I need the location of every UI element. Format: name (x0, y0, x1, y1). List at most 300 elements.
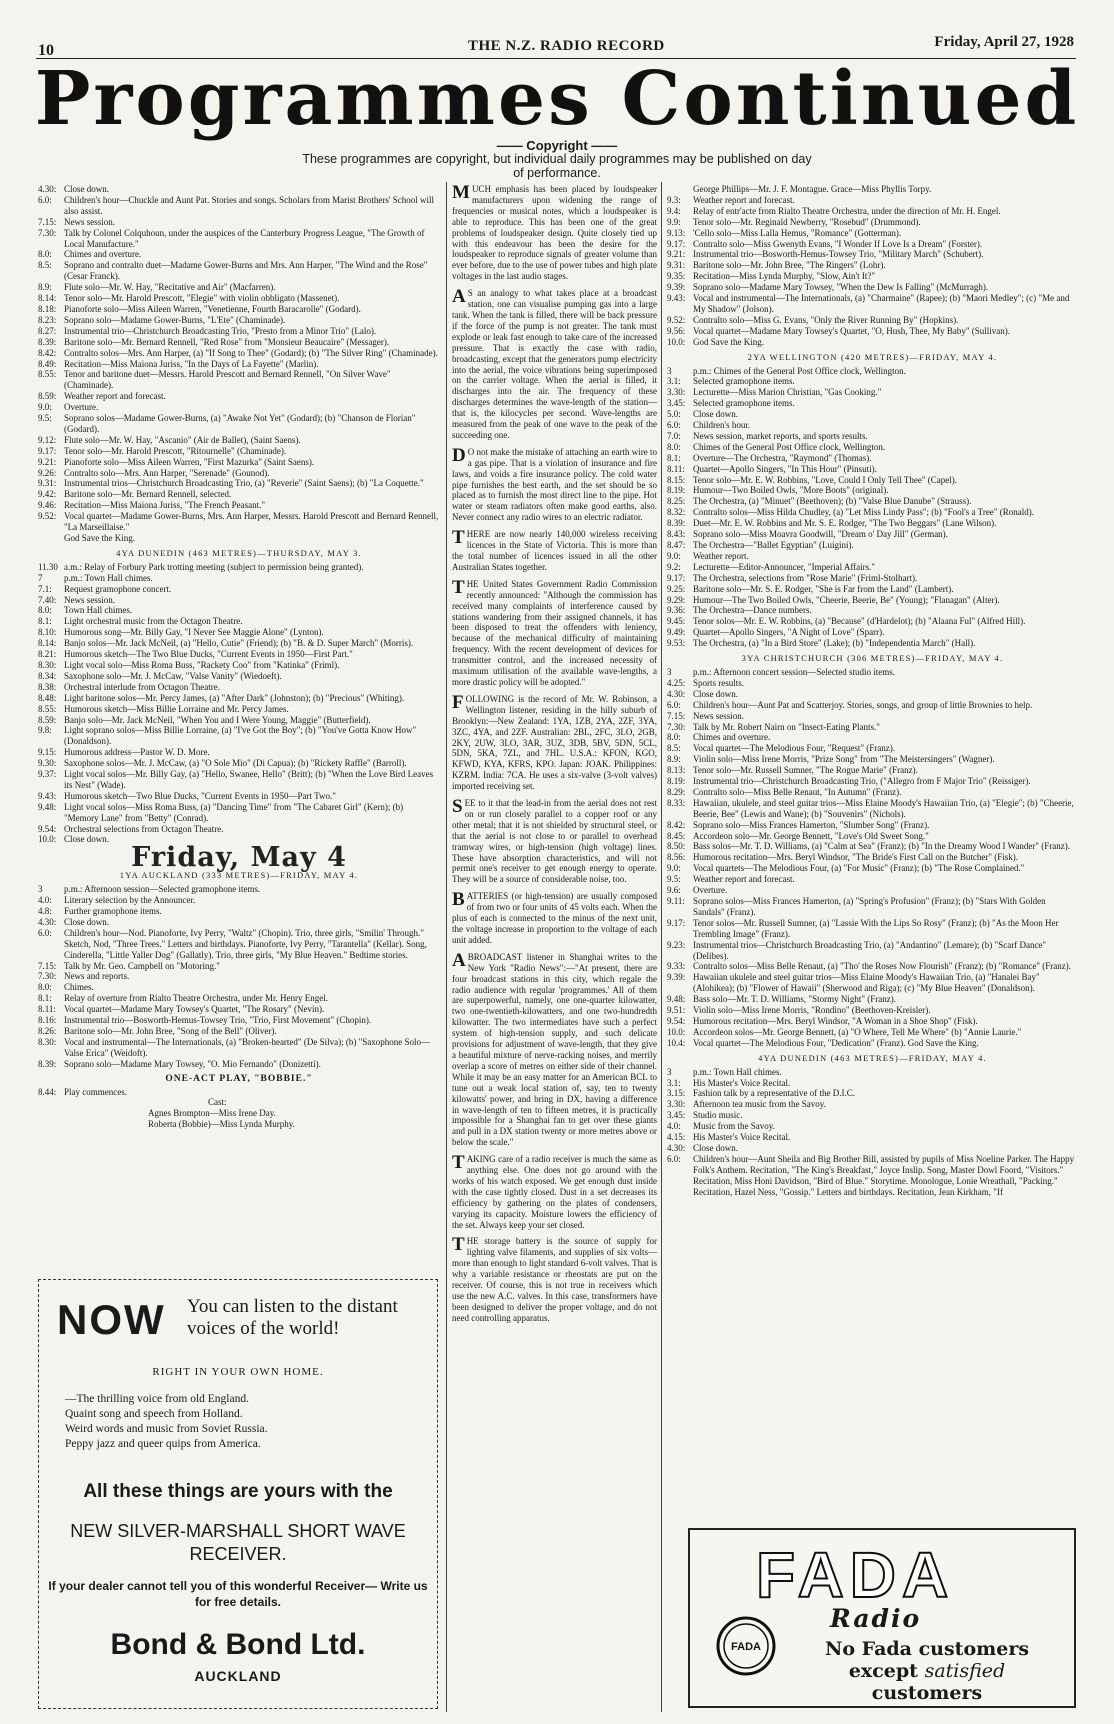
publication-name: THE N.Z. RADIO RECORD (468, 38, 665, 54)
programme-description: Children's hour—Chuckle and Aunt Pat. Stories and songs. Scholars from Marist Brothers' School will also assist. (64, 194, 434, 216)
programme-entry (38, 217, 440, 228)
programme-time: 8.47: (667, 540, 686, 550)
programme-description: Contralto solo—Miss Belle Renaut, "In Autumn" (Franz). (693, 786, 902, 797)
programme-entry (38, 693, 440, 704)
programme-description: Humorous song—Mr. Billy Gay, "I Never See Maggie Alone" (Lynton). (64, 627, 324, 638)
programme-description: Saxophone solos—Mr. J. McCaw, (a) "O Sole Mio" (Di Capua); (b) "Rickety Raffle" (Barroll). (64, 758, 407, 769)
programme-time: 8.23: (38, 314, 57, 325)
programme-entry (667, 475, 1078, 486)
programme-description: Contralto solo—Miss G. Evans, "Only the River Running By" (Hopkins). (693, 314, 959, 325)
programme-description: Chimes of the General Post Office clock, Wellington. (693, 441, 886, 452)
programme-description: Humorous address—Pastor W. D. More. (64, 747, 210, 758)
section-heading: 3YA CHRISTCHURCH (306 METRES)—FRIDAY, MAY 4. (741, 653, 1004, 664)
article-paragraph (452, 529, 657, 573)
programme-entry (667, 627, 1078, 638)
programme-description: Children's hour. (693, 420, 751, 431)
programme-entry (667, 754, 1078, 765)
programme-time: 8.59: (38, 714, 57, 725)
running-head (38, 34, 1074, 58)
programme-description: Humorous recitation—Mrs. Beryl Windsor, "The Bride's First Call on the Butcher" (Fisk). (693, 852, 1019, 863)
programme-entry (667, 282, 1078, 293)
programme-description: Recitation—Miss Lynda Murphy, "Slow, Ain't It?" (693, 271, 876, 282)
programme-time: 4.30: (667, 688, 686, 699)
silver-marshall-ad (38, 1279, 438, 1709)
programme-entry (667, 293, 1078, 315)
programme-entry (38, 337, 440, 348)
programme-time: 9.54: (667, 1015, 686, 1026)
programme-description: George Phillips—Mr. J. F. Montague. Grace—Miss Phyllis Torpy. (693, 184, 932, 194)
programme-time: 9.15: (38, 747, 57, 758)
programme-time: 8.5: (667, 743, 681, 754)
drop-cap: F (452, 691, 464, 713)
programme-entry (667, 722, 1078, 733)
programme-description: Vocal quartet—Madame Gower-Burns, Mrs. Ann Harper, Messrs. Harold Prescott and Bernard Rennell, "La Marseillaise." (64, 511, 439, 533)
programme-entry (38, 1015, 440, 1026)
programme-entry (38, 982, 440, 993)
programme-time: 9.17: (667, 917, 686, 928)
programme-time: 10.0: (667, 1026, 686, 1037)
programme-description: Humorous sketch—Miss Billie Lorraine and Mr. Percy James. (64, 703, 289, 714)
programme-entry (667, 507, 1078, 518)
programme-time: 3.1: (667, 376, 681, 387)
copyright-label: —— Copyright —— (496, 138, 618, 153)
programme-entry (38, 616, 440, 627)
programme-time: 9.51: (667, 1005, 686, 1016)
ad-now-voices: You can listen to the distant voices of the world! (187, 1296, 398, 1339)
programme-description: Close down. (64, 184, 109, 194)
programme-description: Chimes and overture. (693, 732, 771, 743)
programme-entry (667, 1110, 1078, 1121)
ad-now-receiver: NEW SILVER-MARSHALL SHORT WAVE RECEIVER. (70, 1521, 406, 1564)
programme-description: Quartet—Apollo Singers, "A Night of Love" (Sparr). (693, 627, 885, 638)
programme-description: Soprano solo—Madame Gower-Burns, "L'Ete" (Chaminade). (64, 314, 286, 325)
programme-time: 10.0: (667, 336, 686, 347)
programme-description: Weather report and forecast. (693, 194, 795, 205)
programme-time: 4.25: (667, 677, 686, 688)
feature-line: —The thrilling voice from old England. (65, 1393, 249, 1405)
programme-entry (667, 540, 1078, 551)
programme-description: Baritone solo—Mr. Bernard Rennell, "Red Rose" from "Monsieur Beaucaire" (Messager). (64, 336, 390, 347)
programme-time: 8.34: (38, 670, 57, 681)
programme-entry (667, 195, 1078, 206)
article-paragraph (452, 576, 657, 688)
fada-logo-icon (716, 1616, 776, 1676)
christchurch-thursday-list (38, 184, 440, 544)
programme-time: 9.4: (667, 205, 681, 216)
programme-entry (38, 249, 440, 260)
programme-description: Orchestral interlude from Octagon Theatre. (64, 681, 221, 692)
programme-entry (667, 431, 1078, 442)
programme-description: p.m.: Afternoon session—Selected gramophone items. (64, 884, 261, 895)
programme-description: Recitation—Miss Maiona Juriss, "The French Peasant." (64, 500, 266, 511)
programme-description: Baritone solo—Mr. S. E. Rodger, "She is Far from the Land" (Lambert). (693, 583, 954, 594)
programme-description: Relay of entr'acte from Rialto Theatre Orchestra, under the direction of Mr. H. Engel. (693, 205, 1001, 216)
programme-description: Weather report and forecast. (693, 874, 795, 885)
programme-entry (667, 398, 1078, 409)
programme-description: Saxophone solo—Mr. J. McCaw, "Valse Vanity" (Wiedoeft). (64, 670, 282, 681)
programme-entry (38, 769, 440, 791)
programme-entry (667, 239, 1078, 250)
programme-entry (38, 533, 440, 544)
programme-entry (38, 1087, 440, 1098)
section-heading: 4YA DUNEDIN (463 METRES)—THURSDAY, MAY 3. (116, 547, 362, 558)
ad-now-home: RIGHT IN YOUR OWN HOME. (152, 1366, 324, 1378)
programme-entry (667, 776, 1078, 787)
programme-description: Vocal quartet—Madame Mary Towsey's Quartet, "O, Hush, Thee, My Baby" (Sullivan). (693, 325, 1011, 336)
programme-description: Town Hall chimes. (64, 605, 133, 616)
programme-entry (667, 638, 1078, 649)
programme-time: 9.17: (667, 572, 686, 583)
programme-description: Soprano solo—Madame Mary Towsey, "When the Dew Is Falling" (McMurragh). (693, 282, 989, 293)
programme-time: 9.52: (38, 511, 57, 522)
programme-description: Soprano solo—Miss Frances Hamerton, "Slumber Song" (Franz). (693, 819, 930, 830)
programme-entry (38, 1037, 440, 1059)
programme-description: The Orchestra, (a) "Minuet" (Beethoven); (b) "Valse Blue Danube" (Strauss). (693, 496, 972, 507)
programme-description: Overture. (693, 885, 728, 896)
programme-description: Contralto solo—Mrs. Ann Harper, "Serenade" (Gounod). (64, 467, 270, 478)
programme-time: 9.30: (38, 758, 57, 769)
programme-time: 8.45: (667, 830, 686, 841)
paragraph-text: HERE are now nearly 140,000 wireless receiving licences in the State of Victoria. This is more than the total number of licences issued in all the other Australian States together. (452, 529, 657, 572)
programme-time: 8.16: (38, 1015, 57, 1026)
programme-description: The Orchestra—Dance numbers. (693, 605, 812, 616)
feature-line: Peppy jazz and queer quips from America. (65, 1438, 261, 1450)
programme-time: 8.39: (667, 518, 686, 529)
ad-now-company: Bond & Bond Ltd. (110, 1628, 366, 1661)
programme-description: Light vocal solos—Miss Roma Buss, (a) "Dancing Time" from "The Cabaret Girl" (Kern); (b) "Memory Lane" from "Betty" (Conrad). (64, 801, 404, 823)
programme-description: Fashion talk by a representative of the D.I.C. (693, 1088, 855, 1099)
page-title: Programmes Continued (34, 56, 1080, 142)
programme-description: Instrumental trios—Christchurch Broadcasting Trio, (a) "Reverie" (Saint Saens); (b) "La Coquette." (64, 478, 424, 489)
programme-time: 9.21: (667, 249, 686, 260)
drop-cap: A (452, 286, 466, 308)
ad-now-features (65, 1392, 268, 1452)
programme-description: Humorous sketch—The Two Blue Ducks, "Current Events in 1950—First Part." (64, 649, 353, 660)
programme-entry (38, 511, 440, 533)
programme-time: 9.3: (667, 194, 681, 205)
programme-description: Music from the Savoy. (693, 1121, 775, 1132)
programme-entry (667, 260, 1078, 271)
programme-entry (667, 852, 1078, 863)
programme-description: Contralto solo—Miss Gwenyth Evans, "I Wonder If Love Is a Dream" (Forster). (693, 238, 983, 249)
programme-description: Tenor solo—Mr. Russell Sumner, "The Rogue Marie" (Franz). (693, 765, 918, 776)
programme-time: 9.43: (667, 293, 686, 304)
programme-description: Bass solo—Mr. T. D. Williams, "Stormy Night" (Franz). (693, 994, 896, 1005)
drop-cap: S (452, 796, 463, 818)
fada-tagline (802, 1638, 1052, 1704)
programme-entry (38, 326, 440, 337)
programme-description: Play commences. (64, 1086, 127, 1097)
drop-cap: A (452, 949, 466, 971)
programme-description: Request gramophone concert. (64, 583, 172, 594)
programme-entry (667, 667, 1078, 678)
programme-time: 8.26: (38, 1025, 57, 1036)
programme-description: Overture—The Orchestra, "Raymond" (Thomas). (693, 452, 872, 463)
programme-description: Tenor solos—Mr. E. W. Robbins, (a) "Because" (d'Hardelot); (b) "Alaana Ful" (Alfred Hill). (693, 616, 1026, 627)
programme-description: Vocal quartet—The Melodious Four, "Request" (Franz). (693, 743, 896, 754)
programme-entry (667, 1132, 1078, 1143)
programme-entry (38, 638, 440, 649)
programme-entry (667, 961, 1078, 972)
ad-now-dealer: If your dealer cannot tell you of this wonderful Receiver— Write us for free details. (48, 1579, 428, 1609)
programme-description: p.m.: Town Hall chimes. (693, 1066, 782, 1077)
article-paragraph (452, 949, 657, 1148)
programme-time: 8.1: (38, 993, 52, 1004)
programme-time: 8.32: (667, 507, 686, 518)
christchurch-friday-list (667, 667, 1078, 1049)
programme-description: Tenor solo—Mr. Reginald Newberry, "Rosebud" (Drummond). (693, 216, 921, 227)
programme-time: 9.25: (667, 583, 686, 594)
programme-time (38, 533, 64, 544)
programme-time: 7.30: (667, 721, 686, 732)
programme-time: 9.35: (667, 271, 686, 282)
programme-entry (667, 376, 1078, 387)
programme-entry (667, 765, 1078, 776)
page-number: 10 (38, 42, 54, 59)
programme-time: 3.45: (667, 1110, 686, 1121)
programme-time: 7.15: (667, 710, 686, 721)
programme-entry (38, 500, 440, 511)
programme-time: 8.42: (667, 819, 686, 830)
programme-description: Hawaiian, ukulele, and steel guitar trios—Miss Elaine Moody's Hawaiian Trio, (a) "Elegie"; (b) "Cheerie, Beerie, Bee" (Lewis and Wane); (b) "Souvenirs" (Nichols). (693, 797, 1074, 819)
programme-time: 9.26: (38, 467, 57, 478)
programme-entry (667, 1121, 1078, 1132)
programme-description: Light vocal solo—Miss Roma Buss, "Rackety Coo" from "Katinka" (Friml). (64, 659, 340, 670)
programme-entry (667, 940, 1078, 962)
programme-time: 9.48: (667, 994, 686, 1005)
programme-entry (38, 478, 440, 489)
programme-time: 9.6: (667, 885, 681, 896)
programme-description: Quartet—Apollo Singers, "In This Hour" (Pinsuti). (693, 463, 877, 474)
programme-entry (667, 689, 1078, 700)
programme-entry (38, 682, 440, 693)
fada-ad (688, 1528, 1076, 1708)
programme-time: 8.19: (667, 776, 686, 787)
programme-time: 9.46: (38, 500, 57, 511)
programme-entry (38, 584, 440, 595)
programme-entry (667, 206, 1078, 217)
programme-time: 11.30 (38, 561, 58, 572)
programme-time: 10.0: (38, 834, 57, 845)
programme-time: 8.33: (667, 797, 686, 808)
play-list (38, 1087, 440, 1098)
programme-entry (667, 485, 1078, 496)
programme-entry (38, 704, 440, 715)
programme-entry (667, 409, 1078, 420)
programme-time: 3.45: (667, 398, 686, 409)
cast-label: Cast: (208, 1097, 227, 1108)
programme-time: 7.1: (38, 583, 52, 594)
programme-entry (667, 562, 1078, 573)
programme-entry (667, 863, 1078, 874)
programme-description: Baritone solo—Mr. Bernard Rennell, selected. (64, 489, 232, 500)
programme-description: Light baritone solos—Mr. Percy James, (a) "After Dark" (Johnston); (b) "Precious" (Whiting). (64, 692, 405, 703)
programme-time: 9.33: (667, 961, 686, 972)
programme-entry (667, 315, 1078, 326)
programme-entry (667, 271, 1078, 282)
programme-time: 8.0: (38, 982, 52, 993)
ad-now-these: All these things are yours with the (83, 1481, 393, 1502)
programme-entry (38, 446, 440, 457)
programme-time: 6.0: (38, 194, 52, 205)
programme-description: Relay of overture from Rialto Theatre Orchestra, under Mr. Henry Engel. (64, 993, 328, 1004)
programme-entry (667, 1027, 1078, 1038)
programme-description: News and reports. (64, 971, 130, 982)
programme-time: 8.18: (38, 303, 57, 314)
programme-description: Humorous sketch—Two Blue Ducks, "Current Events in 1950—Part Two." (64, 790, 336, 801)
programme-time: 9.5: (38, 413, 52, 424)
programme-time: 7 (38, 572, 43, 583)
programme-time: 8.21: (38, 649, 57, 660)
programme-time: 8.10: (38, 627, 57, 638)
programme-time: 8.30: (38, 1036, 57, 1047)
programme-entry (38, 391, 440, 402)
programme-entry (667, 464, 1078, 475)
programme-time: 8.9: (38, 282, 52, 293)
drop-cap: M (452, 182, 470, 203)
paragraph-text: S an analogy to what takes place at a broadcast station, one can visualise pumping gas into a large tank. When the tank is filled, there will be back pressure if the force of the pump is not greater. The tank must explode or leak fast enough to take care of the increased pressure. That is exactly the case with radio, broadcasting, except that the generators pump electricity into the aerial, the voice vibrations being superimposed on the carrier voltage. When the aerial is filled, it discharges into the air. The frequency of these discharges determines the wave-length of the station—that is, the kilocycles per second. Wave-lengths are measured from the peak of one wave to the peak of the succeeding one. (452, 288, 657, 440)
article-paragraph (452, 444, 657, 523)
programme-entry (667, 918, 1078, 940)
programme-entry (667, 584, 1078, 595)
programme-entry (38, 671, 440, 682)
programme-time: 9.13: (667, 227, 686, 238)
right-column (667, 184, 1078, 1197)
programme-entry (667, 387, 1078, 398)
programme-description: Accordeon solo—Mr. George Bennett, "Love's Old Sweet Song." (693, 830, 929, 841)
programme-time: 8.39: (38, 336, 57, 347)
auckland-friday-list (38, 884, 440, 1069)
section-heading: 1YA AUCKLAND (333 METRES)—FRIDAY, MAY 4. (119, 870, 359, 881)
programme-time: 9.42: (38, 489, 57, 500)
programme-time: 9.0: (667, 863, 681, 874)
programme-entry (667, 184, 1078, 195)
programme-entry (667, 787, 1078, 798)
programme-description: Vocal quartets—The Melodious Four, (a) "For Music" (Franz); (b) "The Rose Complained." (693, 863, 1025, 874)
programme-entry (38, 435, 440, 446)
article-paragraph (452, 798, 657, 885)
programme-time (667, 184, 693, 195)
programme-entry (38, 293, 440, 304)
programme-entry (667, 874, 1078, 885)
programme-time: 6.0: (38, 927, 52, 938)
programme-entry (38, 228, 440, 250)
programme-time: 8.1: (38, 616, 52, 627)
programme-description: God Save the King. (693, 336, 764, 347)
programme-time: 8.27: (38, 325, 57, 336)
programme-description: News session, market reports, and sports results. (693, 430, 868, 441)
article-paragraph (452, 691, 657, 792)
programme-description: Selected gramophone items. (693, 398, 795, 409)
programme-entry (667, 831, 1078, 842)
programme-time: 8.49: (38, 358, 57, 369)
article-paragraph (452, 1236, 657, 1323)
programme-description: p.m.: Chimes of the General Post Office clock, Wellington. (693, 365, 906, 376)
programme-time: 9.2: (667, 561, 681, 572)
programme-time: 9.52: (667, 314, 686, 325)
programme-entry (667, 1143, 1078, 1154)
programme-time: 9.49: (667, 627, 686, 638)
programme-time: 9.48: (38, 801, 57, 812)
programme-entry (667, 442, 1078, 453)
drop-cap: T (452, 576, 465, 598)
programme-description: Close down. (64, 916, 109, 927)
programme-entry (667, 249, 1078, 260)
programme-entry (667, 518, 1078, 529)
programme-description: Soprano solos—Miss Frances Hamerton, (a) "Spring's Profusion" (Franz); (b) "Stars With Golden Sandals" (Franz). (693, 896, 1046, 917)
programme-description: Weather report. (693, 550, 749, 561)
paragraph-text: UCH emphasis has been placed by loudspeaker manufacturers upon widening the range of frequencies or musical notes, which a loudspeaker is able to reproduce. This has been one of the great problems of loudspeaker design. Quite closely tied up with this endeavour has been the desire for the loudspeaker to reproduce signals of greater volume than ever before, due to the use of power tubes and high plate voltages in the last audio stages. (452, 184, 657, 282)
fada-logo-text: FADA (731, 1641, 761, 1653)
programme-entry (38, 627, 440, 638)
programme-time: 3.15: (667, 1088, 686, 1099)
programme-time: 4.0: (38, 895, 52, 906)
programme-time: 8.9: (667, 754, 681, 765)
article-paragraph (452, 184, 657, 282)
programme-description: His Master's Voice Recital. (693, 1077, 791, 1088)
programme-time: 9.11: (667, 896, 685, 906)
programme-time: 8.14: (38, 638, 57, 649)
paragraph-text: HE United States Government Radio Commission recently announced: "Although the commission has received many complaints of interference caused by stations wandering from their assigned channels, it has been disposed to treat the offenders with leniency, because of the mechanical difficulty of maintaining frequency. With the recent development of devices for transmitter control, and the increased necessity of maximum utilisation of the available wave-lengths, a more drastic policy will be adopted." (452, 578, 657, 687)
programme-entry (667, 896, 1078, 918)
programme-time: 8.50: (667, 841, 686, 852)
programme-time: 7.40: (38, 594, 57, 605)
programme-description: Soprano solo—Miss Moavra Goodwill, "Dream o' Day Jill" (German). (693, 529, 948, 540)
programme-time: 9.39: (667, 282, 686, 293)
programme-time: 8.44: (38, 1086, 57, 1097)
feature-line: Quaint song and speech from Holland. (65, 1408, 243, 1420)
programme-time: 8.25: (667, 496, 686, 507)
programme-description: Close down. (693, 409, 738, 420)
programme-entry (38, 884, 440, 895)
cast-line: Roberta (Bobbie)—Miss Lynda Murphy. (148, 1119, 295, 1130)
programme-description: Contralto solos—Miss Hilda Chudley, (a) "Let Miss Lindy Pass"; (b) "Fool's a Tree" (Ronald). (693, 507, 1034, 518)
programme-time: 4.0: (667, 1121, 681, 1132)
drop-cap: T (452, 527, 465, 549)
issue-date: Friday, April 27, 1928 (934, 34, 1074, 50)
programme-time: 7.15: (38, 216, 57, 227)
programme-time: 9.54: (38, 823, 57, 834)
ad-now-headline: NOW (57, 1296, 166, 1343)
programme-description: Instrumental trios—Christchurch Broadcasting Trio, (a) "Andantino" (Lemare); (b) "Scarf Dance" (Delibes). (693, 939, 1047, 961)
programme-time: 7.30: (38, 227, 57, 238)
programme-time: 10.4: (667, 1037, 686, 1048)
programme-entry (667, 616, 1078, 627)
left-column (38, 184, 440, 1130)
programme-description: Instrumental trio—Christchurch Broadcasting Trio, ("Allegro from F Major Trio" (Reissiger). (693, 776, 1031, 787)
programme-description: Hawaiian ukulele and steel guitar trios—Miss Elaine Moody's Hawaiian Trio, (a) "Hanalei Bay" (Alohikea); (b) "Flower of Hawaii" (Sherwood and Riga); (c) "My Blue Heaven" (Donaldson). (693, 972, 1040, 994)
programme-entry (38, 184, 440, 195)
programme-description: Tenor solo—Mr. Harold Prescott, "Elegie" with violin obbligato (Massenet). (64, 293, 340, 304)
drop-cap: T (452, 1152, 465, 1174)
programme-description: Light orchestral music from the Octagon Theatre. (64, 616, 243, 627)
programme-time: 7.30: (38, 971, 57, 982)
programme-description: Baritone solo—Mr. John Bree, "Song of the Bell" (Oliver). (64, 1025, 277, 1036)
programme-description: Lecturette—Miss Marion Christian, "Gas Cooking." (693, 387, 882, 398)
programme-description: Chimes and overture. (64, 249, 142, 260)
programme-time: 9.45: (667, 616, 686, 627)
programme-description: Overture. (64, 402, 99, 413)
programme-time: 8.11: (667, 463, 685, 474)
programme-entry (38, 747, 440, 758)
programme-entry (38, 489, 440, 500)
programme-description: Literary selection by the Announcer. (64, 895, 196, 906)
programme-time: 9.9: (667, 216, 681, 227)
programme-entry (38, 402, 440, 413)
programme-description: Light soprano solos—Miss Billie Lorraine, (a) "I've Got the Boy"; (b) "You've Gotta Know How" (Donaldson). (64, 725, 417, 747)
drop-cap: T (452, 1234, 465, 1256)
programme-entry (667, 885, 1078, 896)
